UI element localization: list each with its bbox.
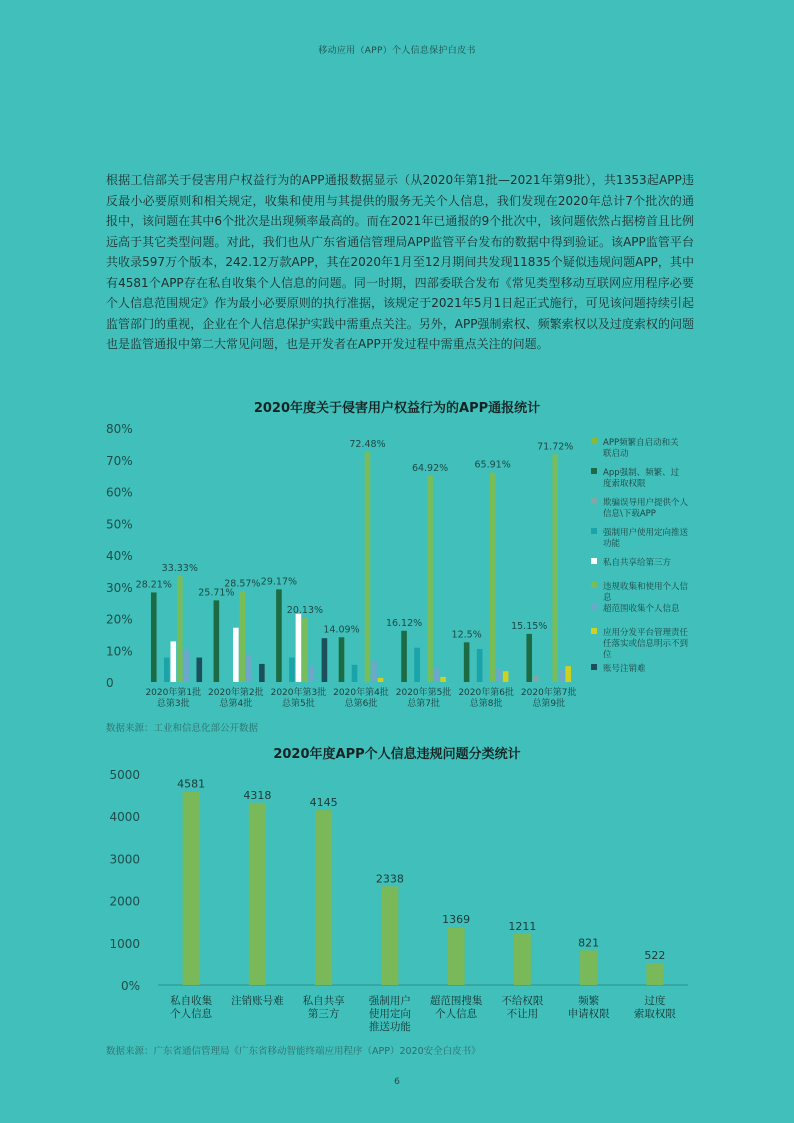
chart2-xtick-label: 私自收集 xyxy=(170,995,213,1007)
chart2-xtick-label: 使用定向 xyxy=(368,1008,411,1020)
chart2-xtick-label: 个人信息 xyxy=(435,1008,478,1020)
chart1-bar xyxy=(296,614,302,682)
chart2-source: 数据来源：广东省通信管理局《广东省移动智能终端应用程序（APP）2020安全白皮书》 xyxy=(106,1046,481,1057)
body-text: 根据工信部关于侵害用户权益行为的APP通报数据显示（从2020年第1批—2021年第9批），共1353起APP违反最小必要原则和相关规定，收集和使用与其提供的服务无关个人信息，我们发现在2020年总计7个批次的通报中，该问题在其中6个批次是出现频率最高的。而在2021年已通报的9个批次中，该问题依然占据榜首且比例远高于其它类型问题。对此，我们也从广东省通信管理局APP监管平台发布的数据中得到验证。该APP监管平台共收录597万个版本，242.12万款APP，其在2020年1月至12月期间共发现11835个疑似违规问题APP，其中有4581个APP存在私自收集个人信息的问题。同一时期，四部委联合发布《常见类型移动互联网应用程序必要个人信息范围规定》作为最小必要原则的执行准据，该规定于2021年5月1日起正式施行，可见该问题持续引起监管部门的重视，企业在个人信息保护实践中需重点关注。另外，APP强制索权、频繁索权以及过度索权的问题也是监管通报中第二大常见问题，也是开发者在APP开发过程中需重点关注的问题。 xyxy=(106,173,694,351)
chart1-legend-swatch xyxy=(591,664,597,670)
chart1-bar xyxy=(309,665,315,682)
chart1-legend-label: 度索取权限 xyxy=(603,479,646,489)
chart2-data-label: 1211 xyxy=(508,919,537,933)
chart1-data-label: 14.09% xyxy=(323,624,360,636)
chart1-xtick-label: 总第4批 xyxy=(219,699,253,709)
chart1-bar xyxy=(151,592,157,682)
chart2-data-label: 1369 xyxy=(442,913,471,927)
chart1-ytick-label: 80% xyxy=(106,422,133,436)
chart2-bar xyxy=(646,963,663,985)
chart2-xtick-label: 不让用 xyxy=(506,1008,539,1020)
chart1-xtick-label: 2020年第3批 xyxy=(270,688,327,698)
chart1-bar xyxy=(565,666,571,682)
chart1-data-label: 33.33% xyxy=(161,563,198,575)
chart1-xtick-label: 2020年第1批 xyxy=(145,688,202,698)
chart2-bar xyxy=(448,927,465,985)
chart1-bar xyxy=(183,649,189,682)
chart2-xtick-label: 私自共享 xyxy=(302,995,345,1007)
chart1-bar xyxy=(259,664,265,682)
chart2-xtick-label: 第三方 xyxy=(307,1008,340,1020)
chart1-bar xyxy=(240,591,246,682)
chart2-bar xyxy=(580,950,597,985)
chart1-legend-label: 任落实或信息明示不到 xyxy=(603,639,689,649)
chart1-ytick-label: 40% xyxy=(106,549,133,563)
chart1-ytick-label: 0 xyxy=(106,676,114,690)
chart2-ytick-label: 4000 xyxy=(109,810,140,825)
chart2-data-label: 522 xyxy=(644,948,666,962)
chart1-bar xyxy=(503,671,509,682)
chart2-ytick-label: 1000 xyxy=(109,936,140,951)
chart1-xtick-label: 总第8批 xyxy=(469,699,503,709)
chart1-bar xyxy=(365,452,371,682)
chart1-bar xyxy=(233,628,239,682)
chart2-xtick-label: 不给权限 xyxy=(501,995,544,1007)
chart1-bar xyxy=(378,678,384,682)
chart1-legend-swatch xyxy=(591,558,597,564)
chart1-xtick-label: 2020年第5批 xyxy=(395,688,452,698)
chart2-ytick-label: 3000 xyxy=(109,852,140,867)
chart2-svg xyxy=(0,760,794,1045)
chart1-xtick-label: 2020年第2批 xyxy=(208,688,264,698)
chart1-xtick-label: 2020年第4批 xyxy=(333,688,389,698)
chart1-legend-label: 信息\下载APP xyxy=(603,509,656,519)
chart1-ytick-label: 20% xyxy=(106,612,133,627)
chart1-data-label: 20.13% xyxy=(286,605,324,617)
chart1-bar xyxy=(434,668,440,682)
chart2-ytick-label: 2000 xyxy=(109,894,140,909)
chart2-bar xyxy=(183,792,200,985)
chart1-legend-label: 违规收集和使用个人信 xyxy=(603,582,689,592)
chart1-bar xyxy=(533,676,539,682)
chart1-data-label: 28.21% xyxy=(135,579,172,591)
chart1-bar xyxy=(526,634,532,682)
chart1-legend-swatch xyxy=(591,468,597,474)
chart1-data-label: 15.15% xyxy=(511,620,548,632)
chart1-data-label: 29.17% xyxy=(260,576,298,588)
chart1-data-label: 72.48% xyxy=(349,438,386,450)
chart1-bar xyxy=(246,655,252,682)
chart2-title: 2020年度APP个人信息违规问题分类统计 xyxy=(273,747,521,762)
chart1-legend-label: 超范围收集个人信息 xyxy=(603,604,680,614)
chart2-ytick-label: 0% xyxy=(120,979,140,993)
chart2-xtick-label: 注销账号难 xyxy=(231,995,284,1007)
chart1-ytick-label: 60% xyxy=(106,485,133,500)
chart1-data-label: 64.92% xyxy=(411,462,449,474)
chart1-xtick-label: 2020年第7批 xyxy=(520,688,577,698)
chart1-bar xyxy=(170,641,176,682)
chart1-xtick-label: 2020年第6批 xyxy=(458,688,514,698)
chart1-xtick-label: 总第7批 xyxy=(407,699,440,709)
chart2-xtick-label: 超范围搜集 xyxy=(429,995,483,1007)
chart1-bar xyxy=(490,473,496,682)
chart1-legend-label: 账号注销难 xyxy=(603,664,646,674)
chart1-ytick-label: 50% xyxy=(106,517,133,532)
chart1-data-label: 25.71% xyxy=(198,587,235,599)
page-number: 6 xyxy=(394,1077,400,1087)
chart2-bar xyxy=(381,886,398,985)
chart2-xtick-label: 过度 xyxy=(644,995,666,1007)
chart2-xtick-label: 频繁 xyxy=(578,995,600,1007)
chart2-xtick-label: 申请权限 xyxy=(567,1008,610,1020)
chart1-ytick-label: 30% xyxy=(106,580,133,595)
chart1-bar xyxy=(339,637,345,682)
chart1-bar xyxy=(440,677,446,682)
chart1-bar xyxy=(414,648,420,682)
chart1-bar xyxy=(371,661,377,682)
chart1-bar xyxy=(352,665,358,682)
chart1-data-label: 71.72% xyxy=(537,441,574,453)
chart1-legend-label: 强制用户使用定向推送 xyxy=(603,528,689,538)
chart1-bar xyxy=(401,631,407,682)
chart2-xtick-label: 推送功能 xyxy=(368,1021,411,1033)
chart1-legend-swatch xyxy=(591,498,597,504)
chart2-data-label: 821 xyxy=(578,936,600,950)
chart2-xtick-label: 索取权限 xyxy=(633,1008,676,1020)
chart1-legend-label: 应用分发平台管理责任 xyxy=(603,628,689,638)
chart1-xtick-label: 总第5批 xyxy=(282,699,315,709)
chart1-xtick-label: 总第9批 xyxy=(532,699,566,709)
chart1-legend-swatch xyxy=(591,438,597,444)
chart2-ytick-label: 5000 xyxy=(109,768,140,782)
chart1-bar xyxy=(559,669,565,682)
chart1-legend-swatch xyxy=(591,528,597,534)
chart2-data-label: 4581 xyxy=(177,777,206,791)
body-paragraph xyxy=(106,170,694,355)
chart1-legend-label: 息 xyxy=(603,593,612,603)
chart1-bar xyxy=(214,600,220,682)
chart1-data-label: 28.57% xyxy=(224,578,261,590)
chart1-data-label: 65.91% xyxy=(474,459,511,471)
chart2-data-label: 4145 xyxy=(309,796,338,810)
chart2-data-label: 2338 xyxy=(375,872,404,886)
chart1-bar xyxy=(552,454,558,682)
chart1-legend-label: 功能 xyxy=(603,539,621,549)
chart1-ytick-label: 10% xyxy=(106,644,133,659)
document-header: 移动应用（APP）个人信息保护白皮书 xyxy=(318,46,476,56)
chart1-bar xyxy=(496,669,502,682)
chart1-legend-swatch xyxy=(591,582,597,588)
chart1-bar xyxy=(164,658,170,682)
chart1-svg xyxy=(0,410,794,720)
chart2-bar xyxy=(315,810,332,985)
chart1-xtick-label: 总第3批 xyxy=(156,699,190,709)
chart1-bar xyxy=(276,589,282,682)
chart1-data-label: 12.5% xyxy=(451,629,482,641)
chart1-ytick-label: 70% xyxy=(106,453,133,468)
chart2-data-label: 4318 xyxy=(243,788,272,802)
chart1-bar xyxy=(289,658,295,682)
chart2-xtick-label: 强制用户 xyxy=(368,995,411,1007)
chart1-legend-label: 私自共享给第三方 xyxy=(603,558,672,568)
chart1-bar xyxy=(427,476,433,682)
chart1-title: 2020年度关于侵害用户权益行为的APP通报统计 xyxy=(253,401,541,416)
chart2-bar xyxy=(249,803,266,985)
chart1-legend-label: 联启动 xyxy=(603,449,629,459)
chart1-bar xyxy=(477,649,483,682)
chart1-bar xyxy=(177,576,183,682)
chart2-xtick-label: 个人信息 xyxy=(170,1008,213,1020)
chart1-legend-swatch xyxy=(591,604,597,610)
chart1-legend-label: 欺骗误导用户提供个人 xyxy=(603,498,689,508)
chart1-source: 数据来源：工业和信息化部公开数据 xyxy=(106,723,259,734)
chart1-bar xyxy=(302,618,308,682)
chart1-xtick-label: 总第6批 xyxy=(344,699,378,709)
chart1-legend-label: App强制、频繁、过 xyxy=(603,468,680,478)
chart1-legend-swatch xyxy=(591,628,597,634)
chart1-bar xyxy=(464,642,470,682)
chart1-data-label: 16.12% xyxy=(385,617,423,629)
chart1-legend-label: APP频繁自启动和关 xyxy=(603,438,679,448)
chart1-bar xyxy=(196,658,202,682)
chart2-bar xyxy=(514,934,531,985)
chart1-bar xyxy=(322,638,328,682)
chart1-legend-label: 位 xyxy=(603,650,612,660)
